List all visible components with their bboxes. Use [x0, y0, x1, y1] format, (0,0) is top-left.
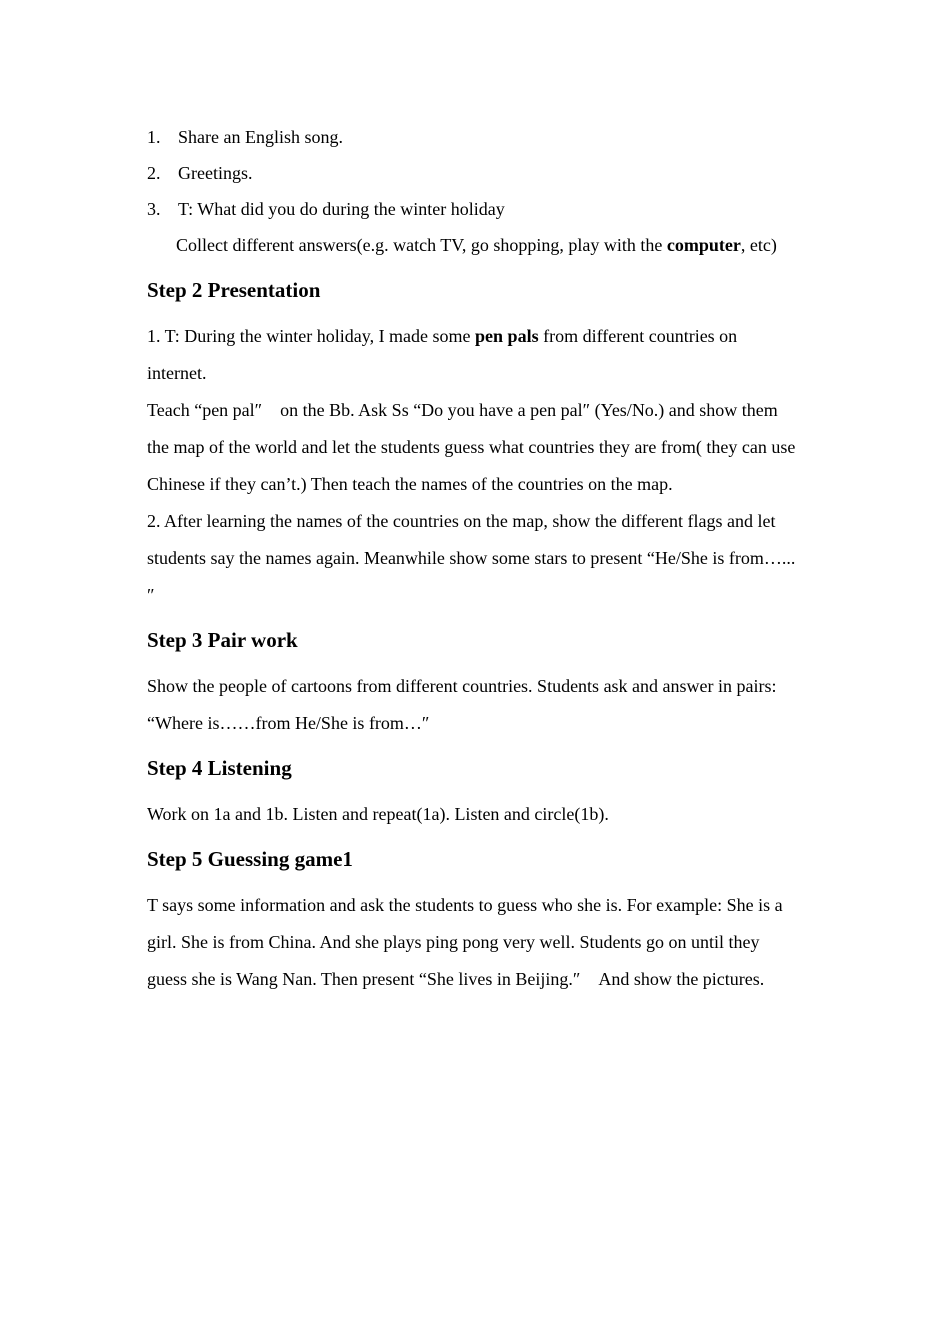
- intro-note-text-end: , etc): [740, 235, 777, 255]
- list-number: 2.: [147, 163, 161, 183]
- step5-paragraph: T says some information and ask the students to guess who she is. For example: She is a girl. She is from China. And she plays ping pong very well. Students go on until they guess she is Wang Nan. Then present “She lives in Beijing.″ And show the pictures.: [147, 895, 783, 989]
- list-item: [147, 155, 797, 191]
- intro-note-bold: computer: [666, 235, 741, 255]
- step2-paragraph-3: 2. After learning the names of the countries on the map, show the different flags and let students say the names again. Meanwhile show some stars to present “He/She is from…...″: [147, 511, 796, 605]
- step2-p1-text: 1. T: During the winter holiday, I made some: [147, 326, 476, 346]
- list-item: [147, 119, 797, 155]
- step2-paragraph-1: [147, 318, 797, 392]
- intro-list: [147, 119, 797, 264]
- step2-p1-text-end: from different countries on internet.: [147, 326, 738, 383]
- step3-paragraph: Show the people of cartoons from different countries. Students ask and answer in pairs: “Where is……from He/She is from…″: [147, 676, 777, 733]
- step3-heading: Step 3 Pair work: [147, 628, 298, 652]
- step4-heading: Step 4 Listening: [147, 756, 292, 780]
- step2-paragraph-2: Teach “pen pal″ on the Bb. Ask Ss “Do you have a pen pal″ (Yes/No.) and show them the map of the world and let the students guess what countries they are from( they can use Chinese if they can’t.) Then teach the names of the countries on the map.: [147, 400, 796, 494]
- list-text: T: What did you do during the winter holiday: [178, 199, 505, 219]
- list-number: 1.: [147, 127, 161, 147]
- document-content: [147, 119, 797, 998]
- step5-heading: Step 5 Guessing game1: [147, 847, 353, 871]
- list-number: 3.: [147, 199, 161, 219]
- intro-note: [147, 227, 797, 264]
- step4-paragraph: Work on 1a and 1b. Listen and repeat(1a). Listen and circle(1b).: [147, 804, 609, 824]
- step2-heading: Step 2 Presentation: [147, 278, 321, 302]
- intro-note-text: Collect different answers(e.g. watch TV, go shopping, play with the: [176, 235, 667, 255]
- list-text: Greetings.: [178, 163, 253, 183]
- list-item: [147, 191, 797, 227]
- step2-p1-bold: pen pals: [475, 326, 539, 346]
- list-text: Share an English song.: [178, 127, 343, 147]
